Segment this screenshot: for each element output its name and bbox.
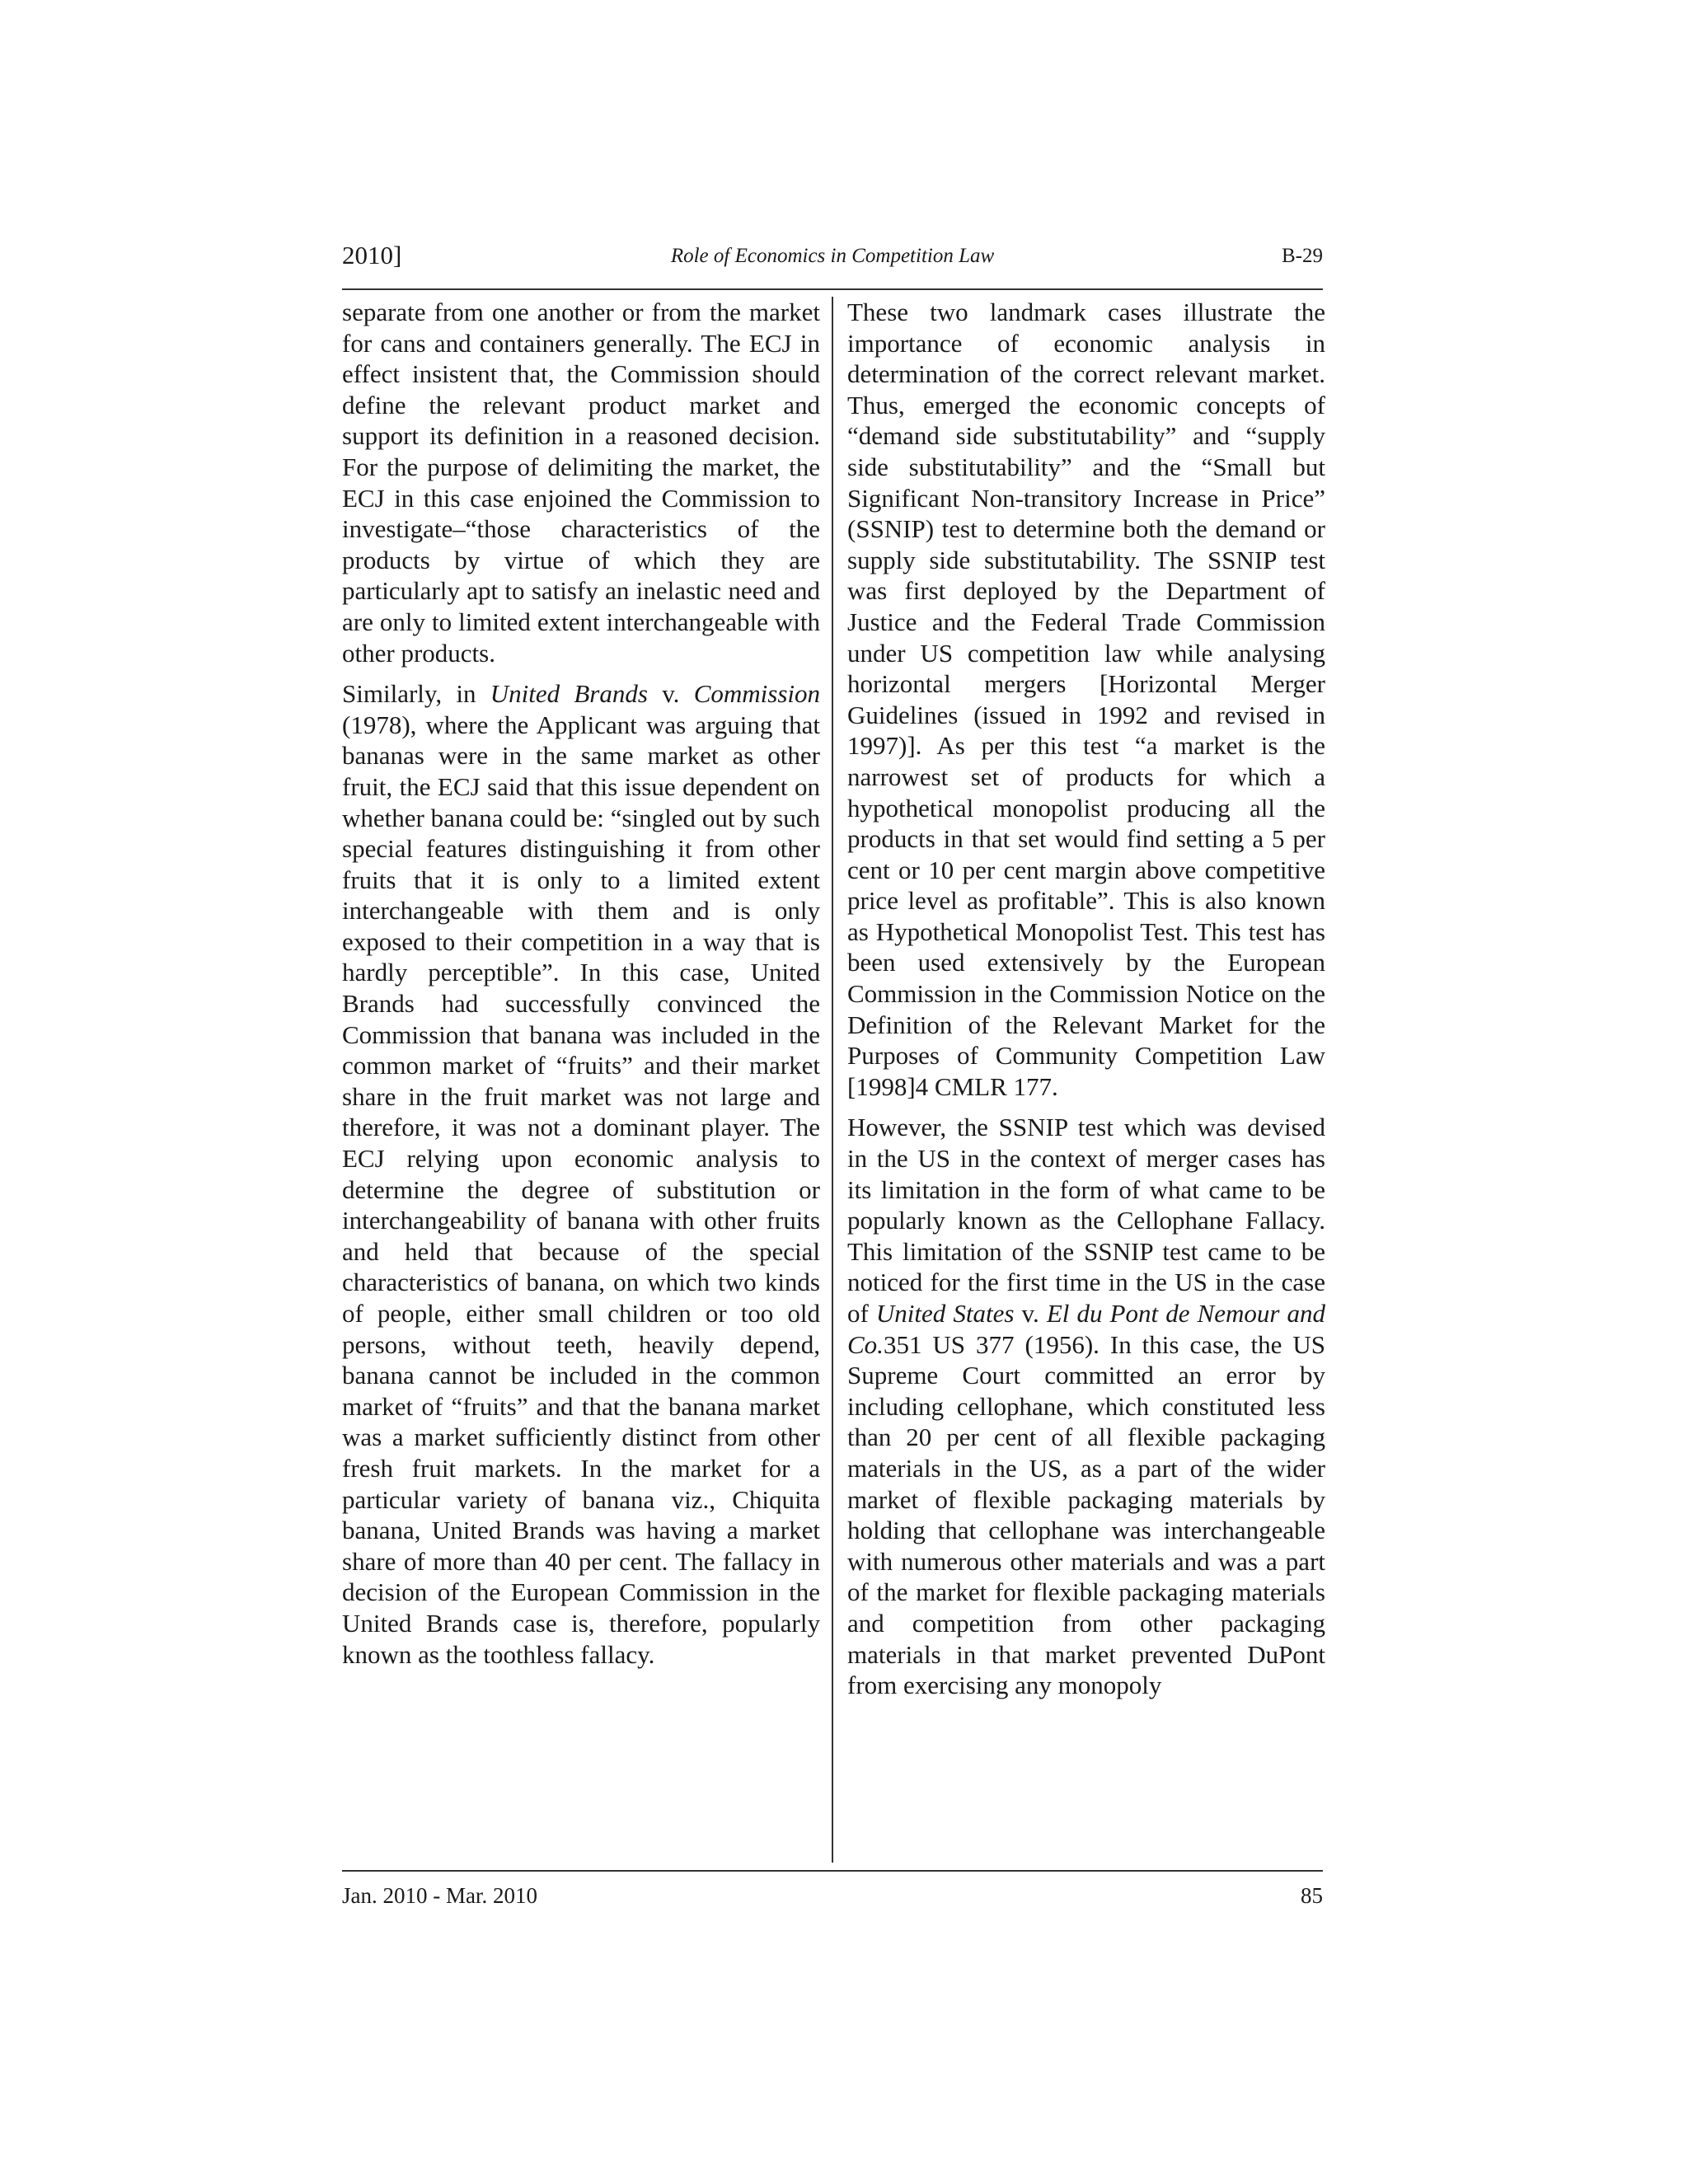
header-rule [342, 288, 1323, 290]
left-paragraph-2 [342, 678, 820, 1670]
footer-issue: Jan. 2010 - Mar. 2010 [342, 1883, 537, 1908]
right-p2-versus: v. [1014, 1299, 1047, 1328]
left-paragraph-1: separate from one another or from the market for cans and containers generally. The ECJ in effect insistent that, the Commission should define the relevant product market and support its definition in a reasoned decision. For the purpose of delimiting the market, the ECJ in this case enjoined the Commission to investigate–“those characteristics of the products by virtue of which they are particularly apt to satisfy an inelastic need and are only to limited extent interchangeable with other products. [342, 298, 820, 668]
header-title: Role of Economics in Competition Law [670, 245, 995, 267]
header-year: 2010] [342, 241, 402, 269]
left-p2-body: (1978), where the Applicant was arguing that bananas were in the same market as other fruit, the ECJ said that this issue dependent on whether banana could be: “singled out by such special features distinguishing it from other fruits that it is only to a limited extent interchangeable with them and is only exposed to their competition in a way that is hardly perceptible”. In this case, United Brands had successfully convinced the Commission that banana was included in the common market of “fruits” and their market share in the fruit market was not large and therefore, it was not a dominant player. The ECJ relying upon economic analysis to determine the degree of substitution or interchangeability of banana with other fruits and held that because of the special characteristics of banana, on which two kinds of people, either small children or too old persons, without teeth, heavily depend, banana cannot be included in the common market of “fruits” and that the banana market was a market sufficiently distinct from other fresh fruit markets. In the market for a particular variety of banana viz., Chiquita banana, United Brands was having a market share of more than 40 per cent. The fallacy in decision of the European Commission in the United Brands case is, therefore, popularly known as the toothless fallacy. [342, 710, 820, 1669]
footer-page-number: 85 [1301, 1883, 1323, 1908]
column-divider [832, 297, 833, 1863]
right-column [847, 297, 1325, 1711]
case-name-commission: Commission [693, 679, 820, 709]
case-name-united-states: United States [875, 1299, 1015, 1328]
left-p2-intro: Similarly, in [342, 679, 490, 709]
right-p2-intro: However, the SSNIP test which was devised in the US in the context of merger cases has its limitation in the form of what came to be popularly known as the Cellophane Fallacy. This limitation of the SSNIP test came to be noticed for the first time in the US in the case of [847, 1113, 1325, 1328]
right-paragraph-2 [847, 1112, 1325, 1700]
header-page-ref: B-29 [1282, 245, 1323, 267]
right-paragraph-1: These two landmark cases illustrate the importance of economic analysis in determination of the correct relevant market. Thus, emerged the economic concepts of “demand side substitutability” and “supply side substitutability” and the “Small but Significant Non-transitory Increase in Price” (SSNIP) test to determine both the demand or supply side substitutability. The SSNIP test was first deployed by the Department of Justice and the Federal Trade Commission under US competition law while analysing horizontal mergers [Horizontal Merger Guidelines (issued in 1992 and revised in 1997)]. As per this test “a market is the narrowest set of products for which a hypothetical monopolist producing all the products in that set would find setting a 5 per cent or 10 per cent margin above competitive price level as profitable”. This is also known as Hypothetical Monopolist Test. This test has been used extensively by the European Commission in the Commission Notice on the Definition of the Relevant Market for the Purposes of Community Competition Law [1998]4 CMLR 177. [847, 298, 1325, 1101]
right-p2-body: 351 US 377 (1956). In this case, the US Supreme Court committed an error by including cellophane, which constituted less than 20 per cent of all flexible packaging materials in the US, as a part of the wider market of flexible packaging materials by holding that cellophane was interchangeable with numerous other materials and was a part of the market for flexible packaging materials and competition from other packaging materials in that market prevented DuPont from exercising any monopoly [847, 1329, 1325, 1700]
case-name-du-pont: El du Pont de Nemour and Co. [847, 1299, 1326, 1359]
left-p2-versus: v. [647, 679, 694, 709]
left-column [342, 297, 820, 1680]
case-name-united-brands: United Brands [490, 679, 648, 709]
footer-rule [342, 1870, 1323, 1872]
running-head [342, 239, 1323, 282]
